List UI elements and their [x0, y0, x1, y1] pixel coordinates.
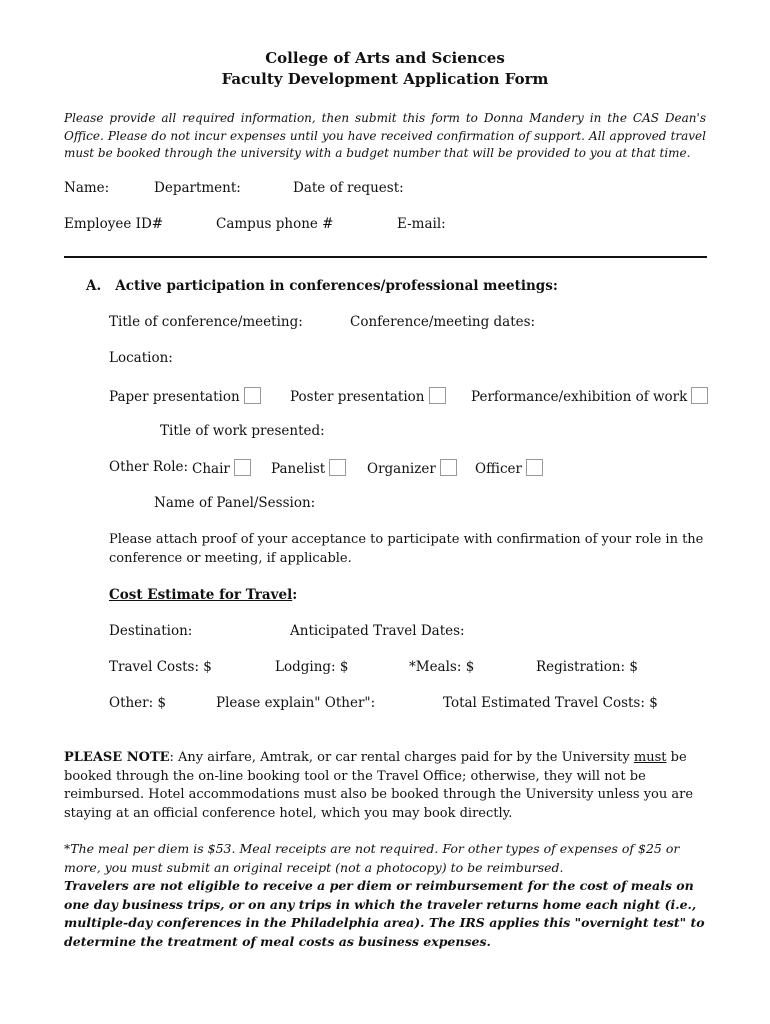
- performance-exhibition-checkbox[interactable]: [691, 387, 708, 404]
- panelist-option: [271, 459, 346, 477]
- name-label: Name:: [64, 180, 110, 196]
- explain-other-label: Please explain" Other":: [216, 695, 376, 711]
- performance-exhibition-label: Performance/exhibition of work: [471, 389, 688, 405]
- officer-checkbox[interactable]: [526, 459, 543, 476]
- please-note-paragraph: [64, 749, 706, 823]
- please-note-text-start: : Any airfare, Amtrak, or car rental charges paid for by the University: [169, 750, 634, 765]
- conference-title-label: Title of conference/meeting:: [109, 314, 303, 330]
- intro-instructions: Please provide all required information, then submit this form to Donna Mandery in the CAS Dean's Office. Please do not incur expenses until you have received confirmation of support. All approved travel must be booked through the university with a budget number that will be provided to you at that time.: [64, 111, 706, 160]
- lodging-label: Lodging: $: [275, 659, 349, 675]
- attach-proof-note: Please attach proof of your acceptance to participate with confirmation of your role in the conference or meeting, if applicable.: [109, 532, 704, 566]
- form-title-college: College of Arts and Sciences: [265, 49, 505, 67]
- other-role-label: Other Role:: [109, 459, 189, 475]
- poster-presentation-label: Poster presentation: [290, 389, 425, 405]
- destination-label: Destination:: [109, 623, 193, 639]
- section-divider: [64, 256, 707, 258]
- employee-id-label: Employee ID#: [64, 216, 164, 232]
- section-a-heading: A. Active participation in conferences/professional meetings:: [86, 278, 558, 294]
- paper-presentation-option: [109, 387, 261, 405]
- location-label: Location:: [109, 350, 173, 366]
- cost-estimate-heading: [109, 587, 297, 603]
- date-of-request-label: Date of request:: [293, 180, 404, 196]
- department-label: Department:: [154, 180, 241, 196]
- form-title: Faculty Development Application Form: [221, 70, 549, 88]
- chair-option: [192, 459, 251, 477]
- officer-label: Officer: [475, 461, 522, 477]
- panel-session-label: Name of Panel/Session:: [154, 495, 316, 511]
- campus-phone-label: Campus phone #: [216, 216, 334, 232]
- officer-option: [475, 459, 543, 477]
- cost-estimate-heading-colon: :: [292, 587, 298, 603]
- cost-estimate-heading-text: Cost Estimate for Travel: [109, 587, 293, 603]
- organizer-option: [367, 459, 457, 477]
- registration-label: Registration: $: [536, 659, 638, 675]
- organizer-label: Organizer: [367, 461, 436, 477]
- meal-per-diem-note: *The meal per diem is $53. Meal receipts are not required. For other types of expenses of $25 or more, you must submit an original receipt (not a photocopy) to be reimbursed.: [64, 841, 680, 875]
- travel-costs-label: Travel Costs: $: [109, 659, 212, 675]
- meal-eligibility-note: Travelers are not eligible to receive a per diem or reimbursement for the cost of meals on one day business trips, or on any trips in which the traveler returns home each night (i.e., multiple-day conferences in the Philadelphia area). The IRS applies this "overnight test" to determine the treatment of meal costs as business expenses.: [64, 878, 705, 949]
- work-title-label: Title of work presented:: [160, 423, 325, 439]
- email-label: E-mail:: [397, 216, 446, 232]
- panelist-label: Panelist: [271, 461, 326, 477]
- panelist-checkbox[interactable]: [329, 459, 346, 476]
- please-note-lead: PLEASE NOTE: [64, 750, 170, 765]
- please-note-emphasis: must: [633, 750, 667, 765]
- paper-presentation-checkbox[interactable]: [244, 387, 261, 404]
- poster-presentation-checkbox[interactable]: [429, 387, 446, 404]
- please-note-text-end: be booked through the on-line booking tool or the Travel Office; otherwise, they will not be reimbursed. Hotel accommodations must also be booked through the University unless you are staying at an official conference hotel, which you may book directly.: [64, 750, 694, 821]
- poster-presentation-option: [290, 387, 446, 405]
- performance-exhibition-option: [471, 387, 708, 405]
- organizer-checkbox[interactable]: [440, 459, 457, 476]
- total-travel-costs-label: Total Estimated Travel Costs: $: [443, 695, 658, 711]
- meals-label: *Meals: $: [409, 659, 475, 675]
- travel-dates-label: Anticipated Travel Dates:: [290, 623, 465, 639]
- chair-checkbox[interactable]: [234, 459, 251, 476]
- conference-dates-label: Conference/meeting dates:: [350, 314, 536, 330]
- paper-presentation-label: Paper presentation: [109, 389, 240, 405]
- chair-label: Chair: [192, 461, 230, 477]
- other-cost-label: Other: $: [109, 695, 167, 711]
